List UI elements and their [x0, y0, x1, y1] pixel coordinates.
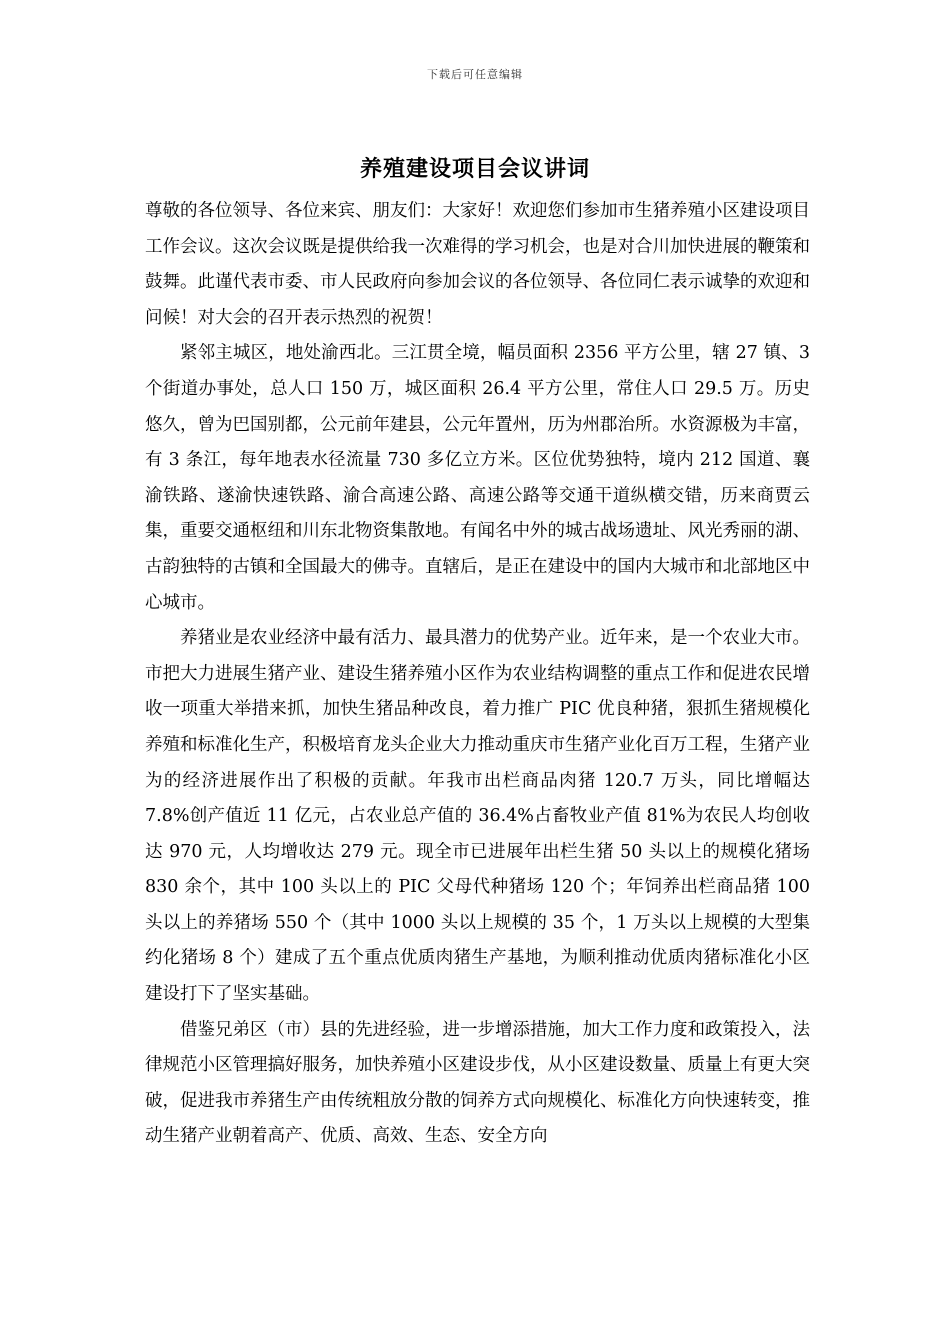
- paragraph-city-overview: 紧邻主城区，地处渝西北。三江贯全境，幅员面积 2356 平方公里，辖 27 镇、3 个街道办事处，总人口 150 万，城区面积 26.4 平方公里，常住人口 29.5 万。历史悠久，曾为巴国别都，公元前年建县，公元年置州，历为州郡治所。水资源极为丰富，有 3 条江，每年地表水径流量 730 多亿立方米。区位优势独特，境内 212 国道、襄渝铁路、遂渝快速铁路、渝合高速公路、高速公路等交通干道纵横交错，历来商贾云集，重要交通枢纽和川东北物资集散地。有闻名中外的城古战场遗址、风光秀丽的湖、古韵独特的古镇和全国最大的佛寺。直辖后，是正在建设中的国内大城市和北部地区中心城市。: [145, 343, 810, 613]
- paragraph-greeting: 尊敬的各位领导、各位来宾、朋友们：大家好！欢迎您们参加市生猪养殖小区建设项目工作会议。这次会议既是提供给我一次难得的学习机会，也是对合川加快进展的鞭策和鼓舞。此谨代表市委、市人民政府向参加会议的各位领导、各位同仁表示诚挚的欢迎和问候！对大会的召开表示热烈的祝贺！: [145, 201, 810, 328]
- paragraph-next-steps: 借鉴兄弟区（市）县的先进经验，进一步增添措施，加大工作力度和政策投入，法律规范小区管理搞好服务，加快养殖小区建设步伐，从小区建设数量、质量上有更大突破，促进我市养猪生产由传统粗放分散的饲养方式向规模化、标准化方向快速转变，推动生猪产业朝着高产、优质、高效、生态、安全方向: [145, 1019, 810, 1147]
- document-body: [145, 194, 810, 1155]
- paragraph-pig-industry: 养猪业是农业经济中最有活力、最具潜力的优势产业。近年来，是一个农业大市。市把大力进展生猪产业、建设生猪养殖小区作为农业结构调整的重点工作和促进农民增收一项重大举措来抓，加快生猪品种改良，着力推广 PIC 优良种猪，狠抓生猪规模化养殖和标准化生产，积极培育龙头企业大力推动重庆市生猪产业化百万工程，生猪产业为的经济进展作出了积极的贡献。年我市出栏商品肉猪 120.7 万头，同比增幅达 7.8%创产值近 11 亿元，占农业总产值的 36.4%占畜牧业产值 81%为农民人均创收达 970 元，人均增收达 279 元。现全市已进展年出栏生猪 50 头以上的规模化猪场 830 余个，其中 100 头以上的 PIC 父母代种猪场 120 个；年饲养出栏商品猪 100 头以上的养猪场 550 个（其中 1000 头以上规模的 35 个，1 万头以上规模的大型集约化猪场 8 个）建成了五个重点优质肉猪生产基地，为顺利推动优质肉猪标准化小区建设打下了坚实基础。: [145, 628, 810, 1005]
- document-title: 养殖建设项目会议讲词: [359, 156, 590, 182]
- header-note: 下载后可任意编辑: [427, 68, 523, 81]
